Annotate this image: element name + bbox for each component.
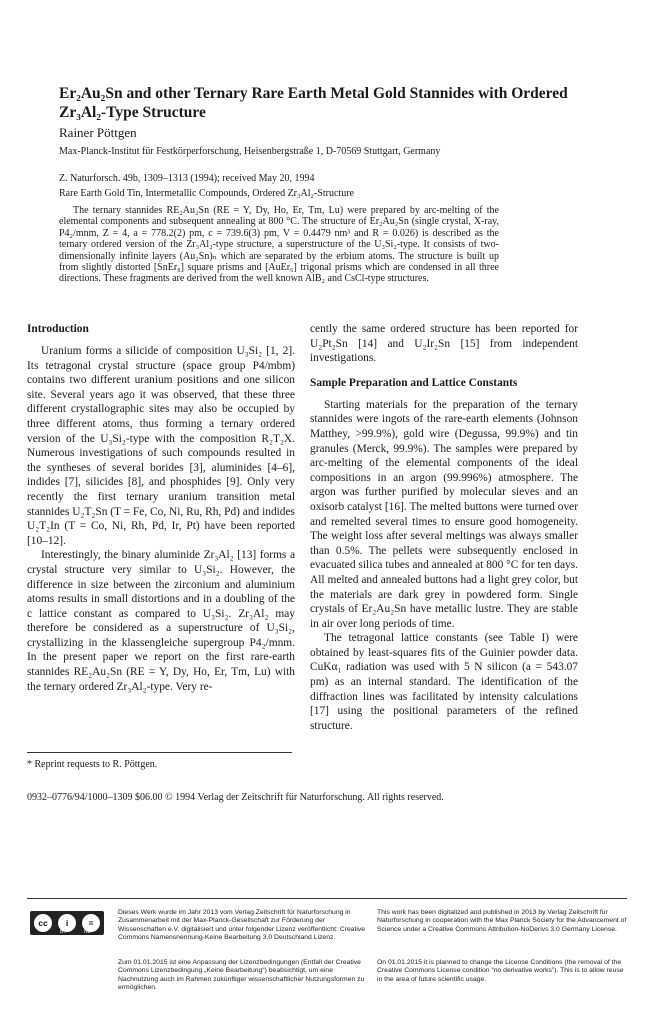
abstract: The ternary stannides RE₂Au₂Sn (RE = Y, Dy, Ho, Er, Tm, Lu) were prepared by arc-melting of the elemental components and subsequent annealing at 800 °C. The structure of Er₂Au₂Sn (single crystal, X-ray, P4₂/mnm, Z = 4, a = 778.2(2) pm, c = 739.6(3) pm, V = 0.4479 nm³ and R = 0.026) is described as the ternary ordered version of the Zr₃Al₂-type structure, a superstructure of the U₃Si₂-type. It consists of two-dimensionally infinite layers (Au₂Sn)ₙ which are separated by the erbium atoms. The structure is built up from slightly distorted [SnEr₈] square prisms and [AuEr₆] trigonal prisms which are condensed in all three directions. These fragments are derived from the well known AlB₂ and CsCl-type structures. xyxy=(59,205,499,285)
author-name: Rainer Pöttgen xyxy=(59,125,137,140)
footnote-divider xyxy=(27,752,292,753)
right-column xyxy=(310,322,578,733)
left-column xyxy=(27,322,295,694)
section-heading-introduction: Introduction xyxy=(27,323,89,335)
keywords: Rare Earth Gold Tin, Intermetallic Compounds, Ordered Zr₃Al₂-Structure xyxy=(59,188,354,199)
paragraph: Interestingly, the binary aluminide Zr₃Al₂ [13] forms a crystal structure very similar to U₃Si₂. However, the difference in size between the zirconium and aluminium atoms results in small distortions and in a doubling of the c lattice constant as compared to U₃Si₂. Zr₃Al₂ may therefore be considered as a superstructure of U₃Si₂, crystallizing in the klassengleiche supergroup P4₂/mnm. In the present paper we report on the first rare-earth stannides RE₂Au₂Sn (RE = Y, Dy, Ho, Er, Tm, Lu) with the ternary ordered Zr₃Al₂-type. Very re- xyxy=(27,549,295,693)
paragraph: Starting materials for the preparation of the ternary stannides were ingots of the rare-earth elements (Johnson Matthey, >99.9%), gold wire (Degussa, 99.9%) and tin granules (Merck, 99.9%). The samples were prepared by arc-melting of the elemental components of the ideal compositions in an argon (99.996%) atmosphere. The argon was further purified by molecular sieves and an oxisorb catalyst [16]. The melted buttons were turned over and remelted several times to ensure good homogeneity. The weight loss after several meltings was always smaller than 0.5%. The pellets were subsequently enclosed in evacuated silica tubes and annealed at 800 °C for ten days. All melted and annealed buttons had a light grey color, but the materials are dark grey in powdered form. Single crystals of Er₂Au₂Sn have metallic lustre. They are stable in air over long periods of time. xyxy=(310,398,578,630)
paragraph: Uranium forms a silicide of composition U₃Si₂ [1, 2]. Its tetragonal crystal structure (space group P4/mbm) contains two different uranium positions and one silicon site. Several years ago it was observed, that these three different crystallographic sites may also be occupied by three different atoms, thus forming a ternary ordered version of the U₃Si₂-type with the composition R₂T₂X. Numerous investigations of such compounds resulted in the syntheses of several borides [3], aluminides [4–6], indides [7], silicides [8], and phosphides [9]. Only very recently the first ternary uranium transition metal stannides U₂T₂Sn (T = Fe, Co, Ni, Ru, Rh, Pd) and indides U₂T₂In (T = Co, Ni, Rh, Pd, Ir, Pt) have been reported [10–12]. xyxy=(27,345,295,547)
journal-reference: Z. Naturforsch. 49b, 1309–1313 (1994); received May 20, 1994 xyxy=(59,173,315,184)
license-change-german: Zum 01.01.2015 ist eine Anpassung der Lizenzbedingungen (Entfall der Creative Commons Lizenzbedingung „Keine Bearbeitung“) beabsichtigt, um eine Nachnutzung auch im Rahmen zukünftiger wissenschaftlicher Nutzungsformen zu ermöglichen. xyxy=(118,959,365,991)
license-text-english: This work has been digitalized and published in 2013 by Verlag Zeitschrift für Naturforschung in cooperation with the Max Planck Society for the Advancement of Science under a Creative Commons Attribution-NoDerivs 3.0 Germany License. xyxy=(377,909,627,933)
license-text-german: Dieses Werk wurde im Jahr 2013 vom Verlag Zeitschrift für Naturforschung in Zusammenarbeit mit der Max-Planck-Gesellschaft zur Förderung der Wissenschaften e.V. digitalisiert und unter folgender Lizenz veröffentlicht: Creative Commons Namensnennung-Keine Bearbeitung 3.0 Deutschland Lizenz. xyxy=(118,909,366,941)
paragraph: The tetragonal lattice constants (see Table I) were obtained by least-squares fits of the Guinier powder data. CuKα₁ radiation was used with 5 N silicon (a = 543.07 pm) as an internal standard. The identification of the diffraction lines was facilitated by intensity calculations [17] using the positional parameters of the refined structure. xyxy=(310,632,578,732)
article-title: Er₂Au₂Sn and other Ternary Rare Earth Metal Gold Stannides with Ordered Zr₃Al₂-Type Structure xyxy=(59,85,568,121)
copyright-line: 0932–0776/94/1000–1309 $06.00 © 1994 Verlag der Zeitschrift für Naturforschung. All rights reserved. xyxy=(27,792,444,803)
creative-commons-badge xyxy=(30,911,104,935)
paragraph-continuation: cently the same ordered structure has been reported for U₂Pt₂Sn [14] and U₂Ir₂Sn [15] from independent investigations. xyxy=(310,323,578,365)
cc-icon: cc xyxy=(33,913,53,933)
license-divider xyxy=(27,898,627,899)
footnote: * Reprint requests to R. Pöttgen. xyxy=(27,759,158,770)
author-affiliation: Max-Planck-Institut für Festkörperforschung, Heisenbergstraße 1, D-70569 Stuttgart, Germany xyxy=(59,146,441,157)
no-derivatives-icon: = xyxy=(81,913,101,933)
cc-nd-label: ND xyxy=(84,929,92,935)
section-heading-sample-preparation: Sample Preparation and Lattice Constants xyxy=(310,376,518,389)
cc-by-label: BY xyxy=(60,929,67,935)
license-change-english: On 01.01.2015 it is planned to change the License Conditions (the removal of the Creative Commons License condition “no derivative works”). This is to allow reuse in the area of future scientific usage. xyxy=(377,959,624,983)
attribution-icon: i xyxy=(57,913,77,933)
